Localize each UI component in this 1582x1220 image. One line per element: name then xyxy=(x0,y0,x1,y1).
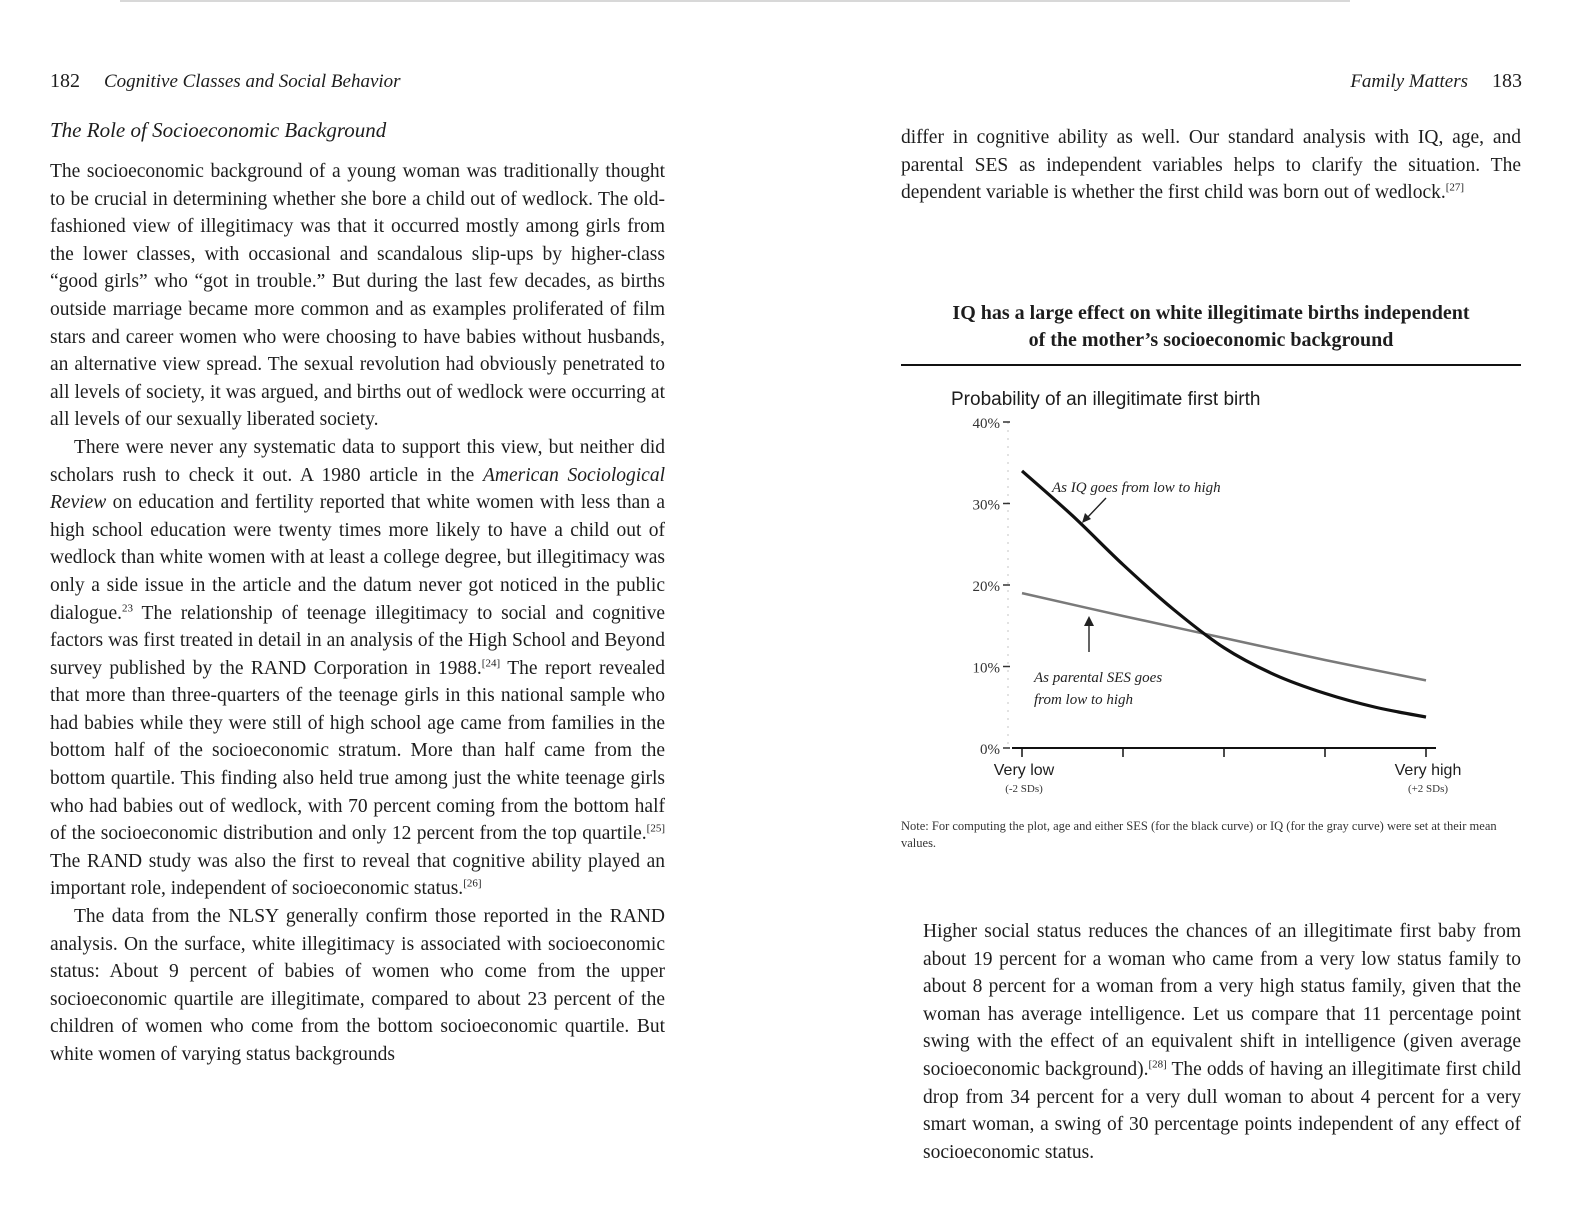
footnote-ref[interactable]: [27] xyxy=(1445,181,1465,194)
right-page-number: 183 xyxy=(1492,70,1522,92)
footnote-ref[interactable]: [24] xyxy=(481,657,501,670)
y-axis-label: Probability of an illegitimate first birth xyxy=(951,389,1261,410)
right-bottom-text xyxy=(923,918,1521,1166)
y-tick-label: 20% xyxy=(972,579,1000,595)
right-running-head xyxy=(1350,70,1522,93)
probability-chart xyxy=(941,380,1501,810)
right-page xyxy=(791,0,1582,1220)
left-running-head xyxy=(50,70,401,93)
paragraph-1: The socioeconomic background of a young woman was traditionally thought to be crucial in determining whether she bore a child out of wedlock. The old-fashioned view of illegitimacy was that it occurred mostly among girls from the lower classes, with occasional and scandalous slip-ups by higher-class “good girls” who “got in trouble.” But during the last few decades, as births outside marriage became more common and as examples proliferated of film stars and career women who were choosing to have babies without husbands, an alternative view spread. The sexual revolution had obviously penetrated to all levels of society, it was argued, and births out of wedlock were occurring at all levels of our sexually liberated society. xyxy=(50,161,665,431)
right-top-text xyxy=(901,124,1521,207)
left-page-number: 182 xyxy=(50,70,80,92)
annotation-ses-arrowhead xyxy=(1084,616,1094,626)
paragraph-2: There were never any systematic data to support this view, but neither did scholars rush to check it out. A 1980 article in the American Sociological Review on education and fertility reported that white women with less than a high school education were twenty times more likely to have a child out of wedlock than white women with at least a college degree, but illegitimacy was only a side issue in the article and the datum never got noticed in the public dialogue.$^{23}$ The relationship of teenage illegitimacy to social and cognitive factors was first treated in detail in an analysis of the High School and Beyond survey published by the RAND Corporation in 1988.[24] The report revealed that more than three-quarters of the teenage girls in this national sample who had babies while they were still of high school age came from families in the bottom half of the socioeconomic stratum. More than half came from the bottom quartile. This finding also held true among just the white teenage girls who had babies out of wedlock, with 70 percent coming from the bottom half of the socioeconomic distribution and only 12 percent from the top quartile.[25] The RAND study was also the first to reveal that cognitive ability played an important role, independent of socioeconomic status.[26] xyxy=(50,436,666,900)
annotation-ses-line1: As parental SES goes xyxy=(1034,670,1163,686)
figure-title: IQ has a large effect on white illegitimate births independent of the mother’s socioeconomic background xyxy=(952,302,1470,351)
x-label-high-sd: (+2 SDs) xyxy=(1407,783,1449,795)
gray-curve-ses xyxy=(1022,593,1426,680)
paragraph-3: The data from the NLSY generally confirm those reported in the RAND analysis. On the surface, white illegitimacy is associated with socioeconomic status: About 9 percent of babies of women who come from the upper socioeconomic quartile are illegitimate, compared to about 23 percent of the children of women who come from the bottom socioeconomic quartile. But white women of varying status backgrounds xyxy=(50,906,665,1065)
footnote-ref[interactable]: [26] xyxy=(463,877,482,890)
figure-rule xyxy=(901,364,1521,366)
paragraph-continuation: differ in cognitive ability as well. Our standard analysis with IQ, age, and parental SES as independent variables helps to clarify the situation. The dependent variable is whether the first child was born out of wedlock.[27] xyxy=(901,127,1521,204)
footnote-ref[interactable]: [25] xyxy=(646,822,665,835)
y-tick-label: 30% xyxy=(972,497,1000,514)
y-tick-label: 10% xyxy=(972,660,1000,677)
annotation-iq-arrow xyxy=(1086,498,1106,519)
y-tick-label: 40% xyxy=(972,416,1000,432)
footnote-ref[interactable]: [28] xyxy=(1148,1058,1167,1071)
x-label-low-sd: (-2 SDs) xyxy=(1005,783,1043,795)
left-body-text xyxy=(50,158,665,1069)
x-label-very-low: Very low xyxy=(993,762,1055,779)
y-tick-label: 0% xyxy=(980,742,1000,758)
right-running-title: Family Matters xyxy=(1350,71,1468,92)
section-title: The Role of Socioeconomic Background xyxy=(50,118,387,142)
journal-name: American Sociological Review xyxy=(50,464,666,514)
footnote-ref[interactable]: 23 xyxy=(122,602,134,614)
left-running-title: Cognitive Classes and Social Behavior xyxy=(104,71,401,92)
paragraph-results: Higher social status reduces the chances of an illegitimate first baby from about 19 percent for a woman who came from a very low status family to about 8 percent for a woman from a very high status family, given that the woman has average intelligence. Let us compare that 11 percentage point swing with the effect of an equivalent shift in intelligence (given average socioeconomic background).[28] The odds of having an illegitimate first child drop from 34 percent for a very dull woman to about 4 percent for a very smart woman, a swing of 30 percentage points independent of any effect of socioeconomic status. xyxy=(923,921,1522,1163)
annotation-iq: As IQ goes from low to high xyxy=(1052,480,1221,496)
x-label-very-high: Very high xyxy=(1394,762,1462,779)
annotation-ses-line2: from low to high xyxy=(1034,692,1134,708)
figure-note: Note: For computing the plot, age and either SES (for the black curve) or IQ (for the gray curve) were set at their mean values. xyxy=(901,819,1497,850)
